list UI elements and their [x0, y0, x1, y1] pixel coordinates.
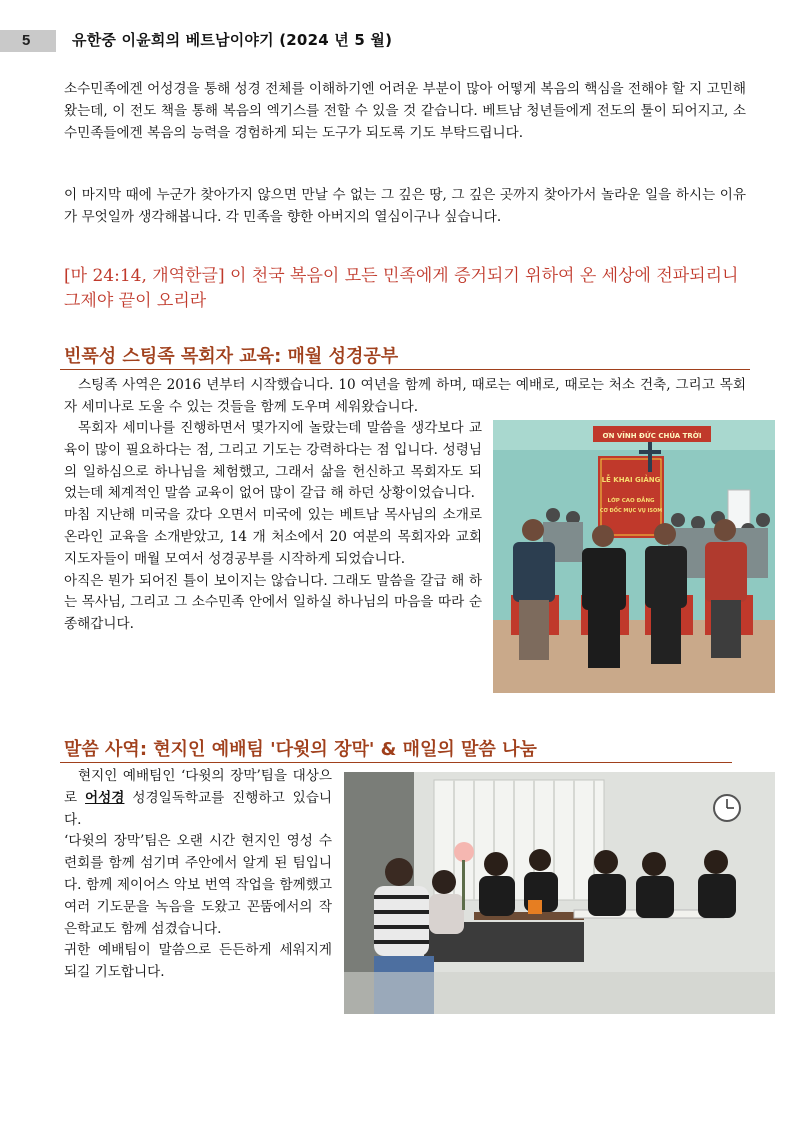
intro-paragraph-1: 소수민족에겐 어성경을 통해 성경 전체를 이해하기엔 어려운 부분이 많아 어떻게 복음의 핵심을 전해야 할 지 고민해 왔는데, 이 전도 책을 통해 복음의 엑기스를 전할 수 있을 것 같습니다. 베트남 청년들에게 전도의 툴이 되어지고, 소수민족들에겐 복음의 능력을 경험하게 되는 도구가 되도록 기도 부탁드립니다.: [64, 81, 746, 141]
section-title-word-ministry: 말씀 사역: 현지인 예배팀 '다윗의 장막' & 매일의 말씀 나눔: [64, 739, 537, 760]
banner-title-text: LỄ KHAI GIẢNG: [601, 476, 661, 484]
section-title-stieng-education: 빈푹성 스팅족 목회자 교육: 매월 성경공부: [64, 346, 399, 367]
section-divider: [60, 762, 732, 763]
banner-sub2-text: CƠ ĐỐC MỤC VỤ ISOM: [599, 508, 663, 514]
bible-verse: [마 24:14, 개역한글] 이 천국 복음이 모든 민족에게 증거되기 위하여 온 세상에 전파되리니 그제야 끝이 오리라: [64, 266, 739, 311]
intro-paragraph-2: 이 마지막 때에 누군가 찾아가지 않으면 만날 수 없는 그 깊은 땅, 그 깊은 곳까지 찾아가서 놀라운 일을 하시는 이유가 무엇일까 생각해봅니다. 각 민족을 향한 아버지의 열심이구나 싶습니다.: [64, 187, 746, 225]
banner-top-text: ƠN VĨNH ĐỨC CHÚA TRỜI: [602, 432, 702, 440]
section2-paragraph-1: [64, 766, 332, 831]
worship-team-photo: [344, 772, 775, 1014]
section1-paragraph-3: 아직은 뭔가 되어진 틀이 보이지는 않습니다. 그래도 말씀을 갈급 해 하는 목사님, 그리고 그 소수민족 안에서 일하실 하나님의 마음을 따라 순종해갑니다.: [64, 572, 482, 633]
newsletter-title: 유한중 이윤희의 베트남이야기 (2024 년 5 월): [72, 31, 393, 49]
section2-paragraph-3: 귀한 예배팀이 말씀으로 든든하게 세워지게 되길 기도합니다.: [64, 942, 332, 981]
section-divider: [60, 369, 750, 370]
highlighted-word: 어성경: [85, 789, 125, 806]
section2-text-b: 성경일독학교를 진행하고 있습니다.: [64, 789, 332, 828]
section2-paragraph-2: ‘다윗의 장막’팀은 오랜 시간 현지인 영성 수련회를 함께 섬기며 주안에서 알게 된 팀입니다. 함께 제이어스 악보 번역 작업을 함께했고 여러 기도문을 녹음을 도왔고 꼰뚬에서의 작은학교도 함께 섬겼습니다.: [64, 833, 332, 937]
page-number: 5: [0, 30, 56, 52]
section1-paragraph-2: 마침 지난해 미국을 갔다 오면서 미국에 있는 베트남 목사님의 소개로 온라인 교육을 소개받았고, 14 개 처소에서 20 여분의 목회자와 교회 지도자들이 매월 모여서 성경공부를 시작하게 되었습니다.: [64, 507, 482, 567]
section1-body: [64, 418, 482, 636]
section1-paragraph-1: 목회자 세미나를 진행하면서 몇가지에 놀랐는데 말씀을 생각보다 교육이 많이 필요하다는 점, 그리고 기도는 강력하다는 점 입니다. 성령님의 일하심으로 하나님을 체험했고, 그래서 삶을 헌신하고 목회자도 되었는데 체계적인 말씀 교육이 없어 많이 갈급 해 하던 상황이었습니다.: [64, 420, 482, 502]
pastors-seminar-photo: [493, 420, 775, 693]
section1-lead-paragraph: 스팅족 사역은 2016 년부터 시작했습니다. 10 여년을 함께 하며, 때로는 예배로, 때로는 처소 건축, 그리고 목회자 세미나로 도울 수 있는 것들을 함께 도우며 세워왔습니다.: [64, 377, 746, 415]
section2-body: [64, 766, 332, 984]
banner-sub1-text: LỚP CAO ĐẲNG: [607, 498, 655, 504]
section2-text-a: 현지인 예배팀인 ‘다윗의 장막’팀을 대상으로: [64, 768, 332, 806]
